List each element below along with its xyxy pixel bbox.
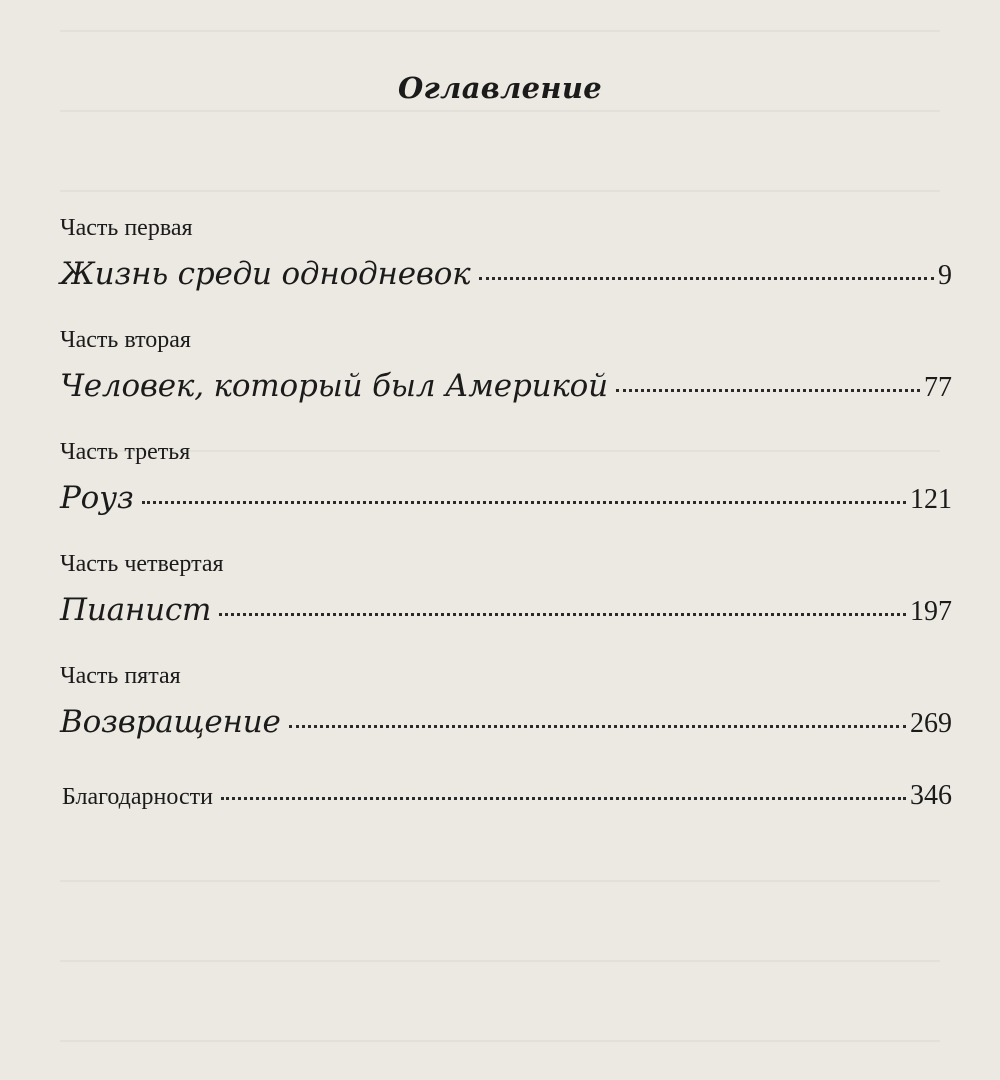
entry-title: Роуз	[60, 480, 134, 516]
toc-entry[interactable]	[60, 252, 952, 298]
background-texture	[60, 1040, 940, 1042]
toc-part-5	[60, 662, 952, 774]
part-label: Часть четвертая	[60, 551, 224, 577]
dot-leader	[289, 725, 906, 728]
page-number: 77	[924, 372, 952, 403]
dot-leader	[479, 277, 935, 280]
entry-title: Жизнь среди однодневок	[60, 256, 471, 292]
background-texture	[60, 960, 940, 962]
page-number: 9	[938, 260, 952, 291]
dot-leader	[616, 389, 920, 392]
toc-entry[interactable]	[60, 476, 952, 522]
table-of-contents	[60, 214, 952, 774]
toc-entry[interactable]	[60, 700, 952, 746]
background-texture	[60, 190, 940, 192]
dot-leader	[142, 501, 906, 504]
toc-part-3	[60, 438, 952, 550]
toc-part-4	[60, 550, 952, 662]
page-number: 269	[910, 708, 952, 739]
part-label: Часть пятая	[60, 663, 181, 689]
entry-title: Человек, который был Америкой	[60, 368, 608, 404]
page-title: Оглавление	[398, 71, 602, 106]
part-label: Часть вторая	[60, 327, 191, 353]
toc-part-2	[60, 326, 952, 438]
entry-title: Благодарности	[62, 784, 213, 810]
entry-title: Возвращение	[60, 704, 281, 740]
entry-title: Пианист	[60, 592, 212, 628]
dot-leader	[221, 797, 906, 800]
toc-part-1	[60, 214, 952, 326]
background-texture	[60, 30, 940, 32]
page-number: 121	[910, 484, 952, 515]
toc-entry[interactable]	[60, 364, 952, 410]
dot-leader	[219, 613, 906, 616]
background-texture	[60, 880, 940, 882]
part-label: Часть третья	[60, 439, 191, 465]
page-number: 197	[910, 596, 952, 627]
toc-entry[interactable]	[60, 588, 952, 634]
part-label: Часть первая	[60, 215, 193, 241]
background-texture	[60, 110, 940, 112]
page-number: 346	[910, 780, 952, 811]
toc-entry-acknowledgements[interactable]	[62, 780, 952, 812]
